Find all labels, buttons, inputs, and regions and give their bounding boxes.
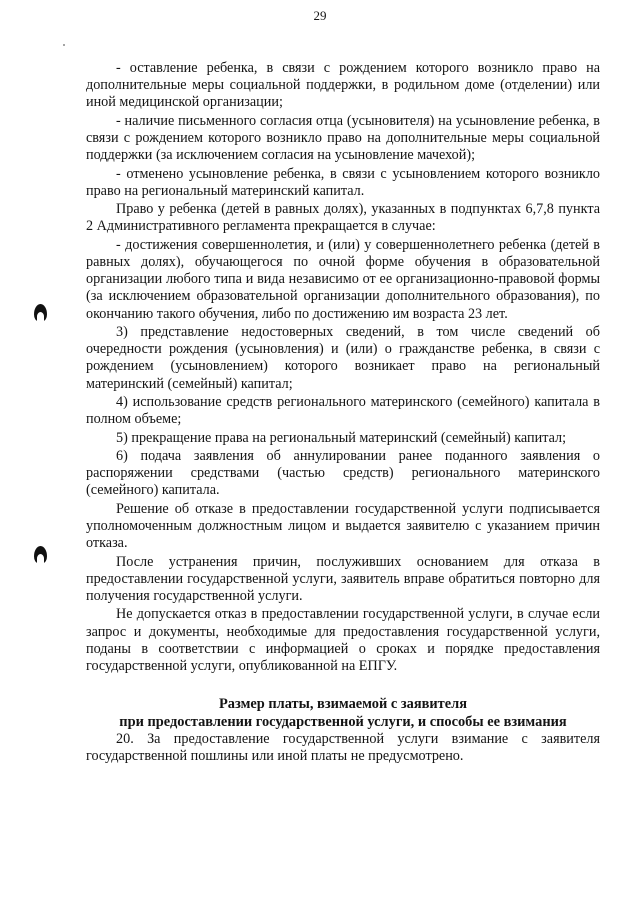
punch-hole-mark xyxy=(34,546,47,563)
section-heading-line2: при предоставлении государственной услуги, и способы ее взимания xyxy=(119,713,567,730)
paragraph-fee: 20. За предоставление государственной услуги взимание с заявителя государственной пошлины или иной платы не предусмотрено. xyxy=(86,731,600,765)
page-number: 29 xyxy=(313,8,327,23)
paragraph: - наличие письменного согласия отца (усыновителя) на усыновление ребенка, в связи с рождением которого возникло право на дополнительные меры социальной поддержки (за исключением согласия на усыновление мачехой); xyxy=(86,112,600,164)
paragraph: - оставление ребенка, в связи с рождением которого возникло право на дополнительные меры социальной поддержки, в родильном доме (отделении) или иной медицинской организации; xyxy=(86,60,600,111)
paragraph: Право у ребенка (детей в равных долях), указанных в подпунктах 6,7,8 пункта 2 Административного регламента прекращается в случае: xyxy=(86,201,600,235)
paragraph: Не допускается отказ в предоставлении государственной услуги, в случае если запрос и документы, необходимые для предоставления государственной услуги, поданы в соответствии с информацией о сроках и порядке предоставления государственной услуги, опубликованной на ЕПГУ. xyxy=(86,606,600,674)
paragraph: 5) прекращение права на региональный материнский (семейный) капитал; xyxy=(116,429,567,446)
paragraph: - достижения совершеннолетия, и (или) у совершеннолетнего ребенка (детей в равных долях), обучающегося по очной форме обучения в образовательной организации любого типа и вида независимо от ее организационно-правовой формы (за исключением образовательной организации дополнительного образования), по окончанию такого обучения, либо по достижению им возраста 23 лет. xyxy=(86,236,600,322)
paragraph: 4) использование средств регионального материнского (семейного) капитала в полном объеме; xyxy=(86,393,600,428)
paragraph: После устранения причин, послуживших основанием для отказа в предоставлении государственной услуги, заявитель вправе обратиться повторно для получения государственной услуги. xyxy=(86,553,600,604)
paragraph: - отменено усыновление ребенка, в связи с усыновлением которого возникло право на региональный материнский капитал. xyxy=(86,165,600,199)
scan-speck xyxy=(63,44,65,46)
paragraph: Решение об отказе в предоставлении государственной услуги подписывается уполномоченным должностным лицом и выдается заявителю с указанием причин отказа. xyxy=(86,500,600,552)
section-heading-line1: Размер платы, взимаемой с заявителя xyxy=(219,696,467,713)
punch-hole-mark xyxy=(34,304,47,321)
paragraph: 6) подача заявления об аннулировании ранее поданного заявления о распоряжении средствами (частью средств) регионального материнского (семейного) капитала. xyxy=(86,447,600,499)
document-body xyxy=(86,60,600,767)
paragraph: 3) представление недостоверных сведений, в том числе сведений об очередности рождения (усыновления) и (или) о гражданстве ребенка, в связи с рождением (усыновлением) которого возникает право на региональный материнский (семейный) капитал; xyxy=(86,323,600,392)
